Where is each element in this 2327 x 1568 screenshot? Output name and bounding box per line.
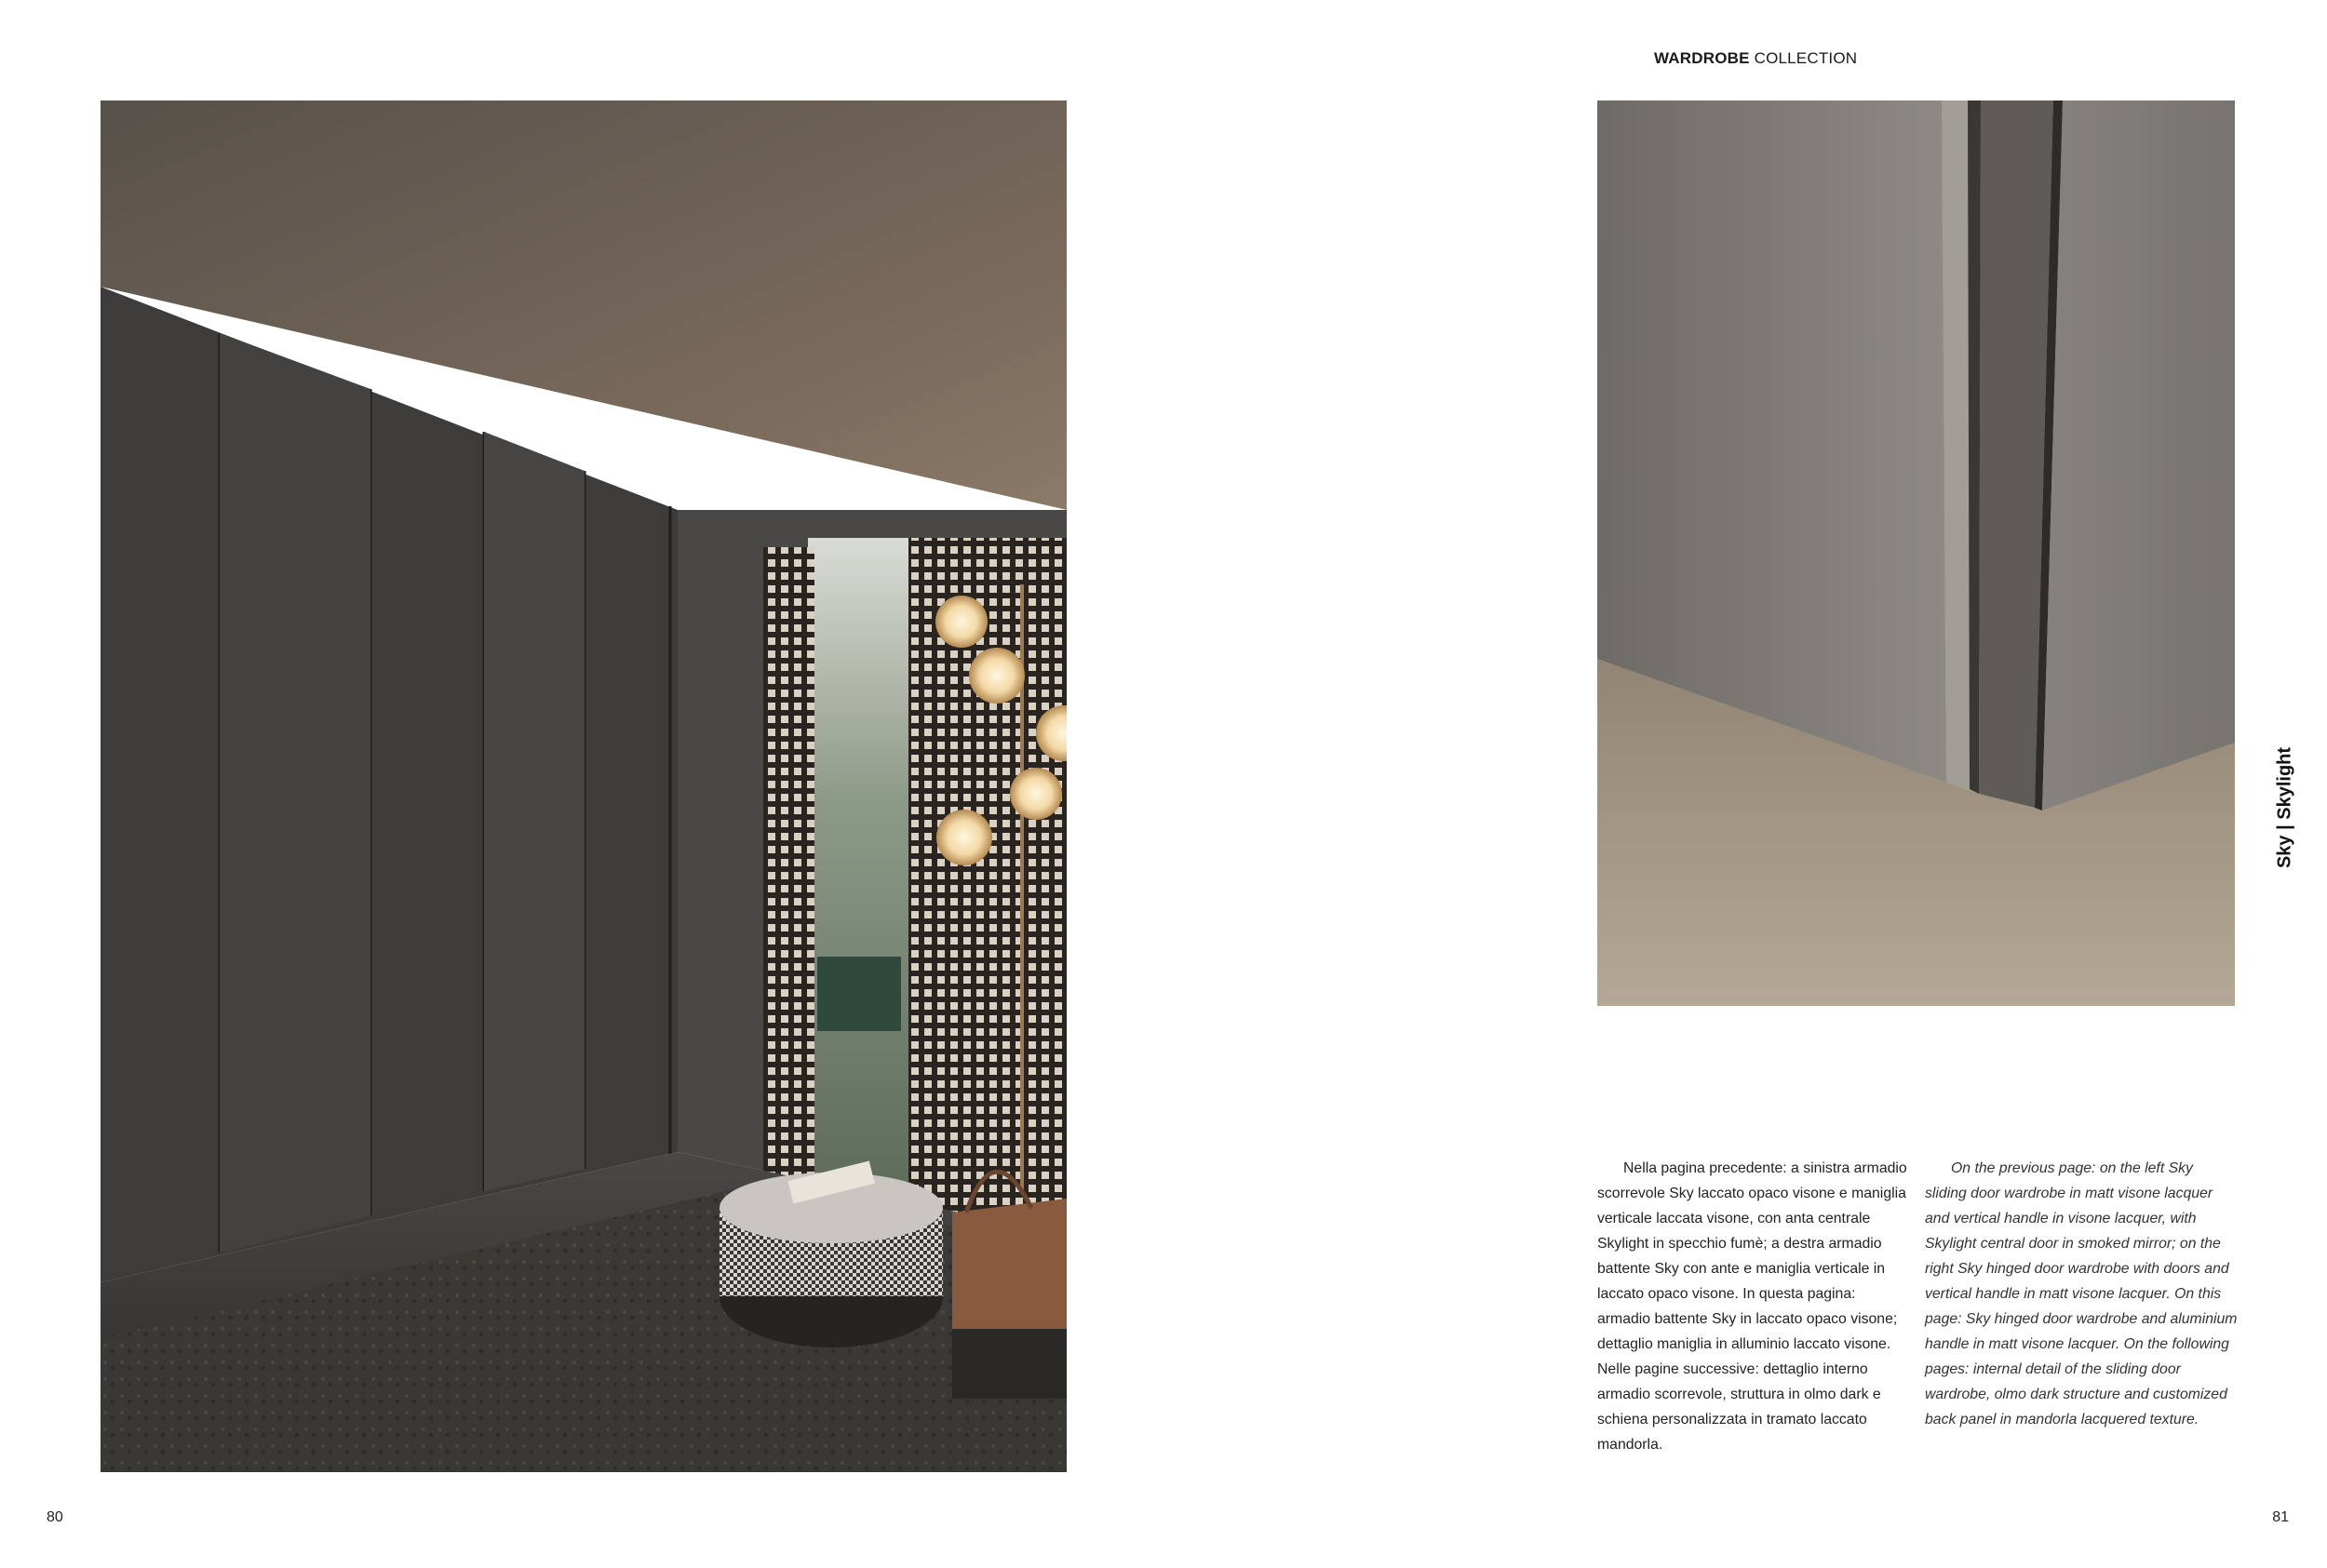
wardrobe-room-photo [101, 101, 1067, 1472]
caption-italian [1597, 1156, 1910, 1457]
section-header-regular: COLLECTION [1754, 49, 1858, 67]
caption-english-paragraph: On the previous page: on the left Sky sliding door wardrobe in matt visone lacquer and vertical handle in visone lacquer, with Skylight central door in smoked mirror; on the right Sky hinged door wardrobe with doors and vertical handle in matt visone lacquer. On this page: Sky hinged door wardrobe and aluminium handle in matt visone lacquer. On the following pages: internal detail of the sliding door wardrobe, olmo dark structure and customized back panel in mandorla lacquered texture. [1925, 1160, 2238, 1427]
caption-italian-paragraph-1: Nella pagina precedente: a sinistra armadio scorrevole Sky laccato opaco visone e maniglia verticale laccata visone, con anta centrale Skylight in specchio fumè; a destra armadio battente Sky con ante e maniglia verticale in laccato opaco visone. In questa pagina: armadio battente Sky in laccato opaco visone; dettaglio maniglia in alluminio laccato visone. [1597, 1160, 1907, 1352]
page-number-right: 81 [2272, 1509, 2289, 1525]
section-header [1654, 49, 1857, 68]
side-label: Sky | Skylight [2274, 746, 2295, 869]
section-header-bold: WARDROBE [1654, 49, 1750, 67]
handle-detail-photo [1597, 101, 2235, 1006]
caption-english [1925, 1156, 2238, 1432]
page-number-left: 80 [47, 1509, 63, 1525]
caption-italian-paragraph-2: Nelle pagine successive: dettaglio interno armadio scorrevole, struttura in olmo dark e schiena personalizzata in tramato laccato mandorla. [1597, 1361, 1881, 1453]
